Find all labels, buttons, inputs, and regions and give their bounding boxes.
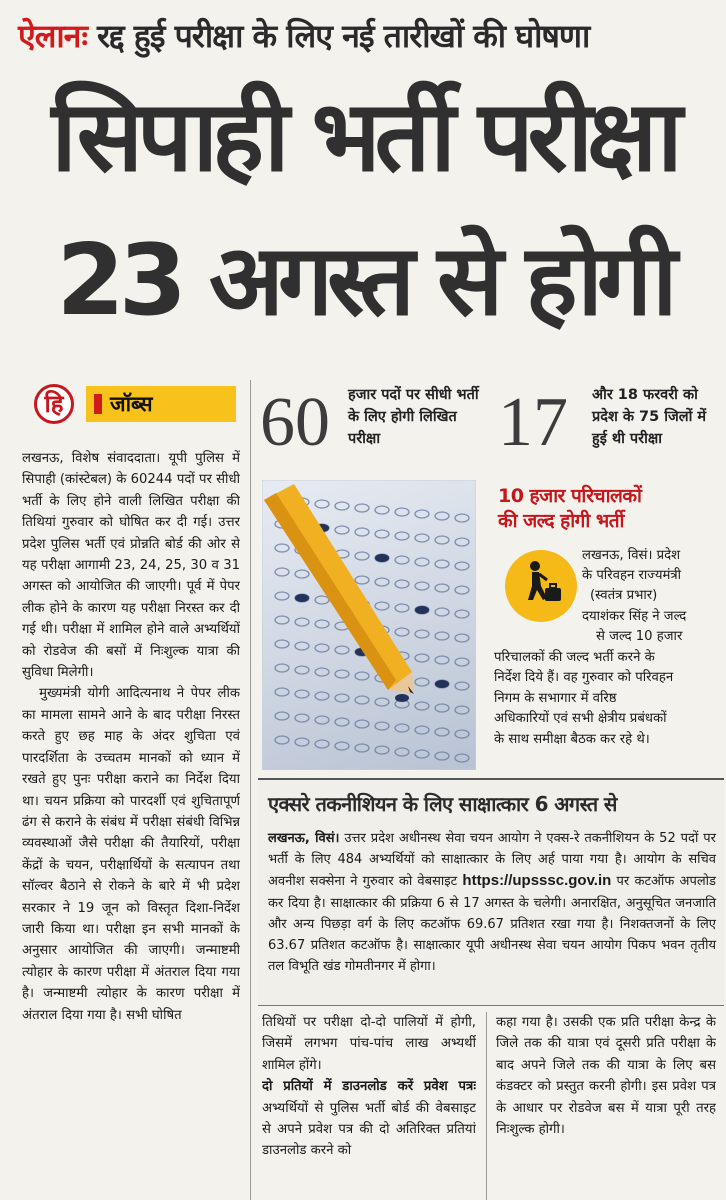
xray-text-2: पर कटऑफ अपलोड कर दिया है। साक्षात्कार की प्रक्रिया 6 से 17 अगस्त के चलेगी। अनारक्षित, अनुसूचित जनजाति और अन्य पिछड़ा वर्ग के लिए कटऑफ 69.67 प्रतिशत रखा गया है। निशक्तजनों के लिए 63.67 प्रतिशत कटऑफ है। साक्षात्कार यूपी अधीनस्थ सेवा चयन आयोग पिकप भवन तृतीय तल विभूति खंड गोमतीनगर में होगा। xyxy=(268,874,716,975)
transport-line: अधिकारियों एवं सभी क्षेत्रीय प्रबंधकों xyxy=(494,711,667,726)
transport-line: निर्देश दिये हैं। वह गुरुवार को परिवहन xyxy=(494,670,674,685)
article-column-1 xyxy=(22,448,240,1200)
kicker-line xyxy=(18,14,718,62)
xray-body xyxy=(268,828,716,977)
section-brand xyxy=(24,380,236,432)
transport-line: परिचालकों की जल्द भर्ती करने के xyxy=(494,650,655,665)
transport-line: लखनऊ, विसं। प्रदेश xyxy=(582,548,681,563)
xray-byline: लखनऊ, विसं। xyxy=(268,831,340,846)
transport-headline-line-2: की जल्द होगी भर्ती xyxy=(498,510,624,532)
article-paragraph: लखनऊ, विशेष संवाददाता। यूपी पुलिस में सिपाही (कांस्टेबल) के 60244 पदों पर सीधी भर्ती के लिए होने वाली लिखित परीक्षा की तिथियां गुरुवार को घोषित कर दी गई। उत्तर प्रदेश पुलिस भर्ती एवं प्रोन्नति बोर्ड की ओर से यह परीक्षा आगामी 23, 24, 25, 30 व 31 अगस्त को आयोजित की जाएगी। पूर्व में पेपर लीक होने के कारण यह परीक्षा निरस्त कर दी गई थी। परीक्षा में शामिल होने वाले अभ्यर्थियों को रोडवेज की बसों में निःशुल्क यात्रा की सुविधा मिलेगी। xyxy=(22,451,240,681)
transport-line: से जल्द 10 हजार xyxy=(596,629,683,644)
transport-line: निगम के सभागार में वरिष्ठ xyxy=(494,691,617,706)
transport-line: के साथ समीक्षा बैठक कर रहे थे। xyxy=(494,732,650,747)
column-divider xyxy=(250,380,251,1200)
stat-60 xyxy=(256,380,486,480)
xray-text-1: उत्तर प्रदेश अधीनस्थ सेवा चयन आयोग ने एक्स-रे तकनीशियन के 52 पदों पर भर्ती के लिए 484 अभ्यर्थियों को साक्षात्कार के लिए अर्ह पाया गया है। आयोग के सचिव अवनीश सक्सेना ने गुरुवार को वेबसाइट xyxy=(268,831,716,890)
xray-headline: एक्सरे तकनीशियन के लिए साक्षात्कार 6 अगस्त से xyxy=(268,792,617,816)
transport-headline-line-1: 10 हजार परिचालकों xyxy=(498,485,642,507)
section-label-bar xyxy=(86,386,236,422)
article-column-3 xyxy=(496,1012,716,1200)
hindustan-logo-icon: हि xyxy=(34,384,74,424)
admit-card-text: अभ्यर्थियों से पुलिस भर्ती बोर्ड की वेबसाइट से अपने प्रवेश पत्र की दो अतिरिक्त प्रतियां डाउनलोड करने को xyxy=(262,1100,476,1159)
transport-line: दयाशंकर सिंह ने जल्द xyxy=(582,609,687,624)
article-paragraph: तिथियों पर परीक्षा दो-दो पालियों में होगी, जिसमें लगभग पांच-पांच लाख अभ्यर्थी शामिल होंगे। xyxy=(262,1015,476,1073)
article-column-2 xyxy=(262,1012,476,1200)
exam-sheet-pencil-photo xyxy=(262,480,476,770)
headline-line-1: सिपाही भर्ती परीक्षा xyxy=(51,80,677,194)
section-label: जॉब्स xyxy=(110,392,153,416)
xray-website-link[interactable]: https://upsssc.gov.in xyxy=(462,872,612,890)
article-paragraph: कहा गया है। उसकी एक प्रति परीक्षा केन्द्र के जिले तक की यात्रा एवं दूसरी प्रति परीक्षा के बाद अपने जिले तक की यात्रा के लिए बस कंडक्टर को प्रस्तुत करनी होगी। इस प्रवेश पत्र के आधार पर रोडवेज बस में यात्रा पूरी तरह निःशुल्क होगी। xyxy=(496,1015,716,1138)
kicker-label: ऐलानः xyxy=(18,17,87,55)
transport-headline xyxy=(498,484,716,534)
stat-text: हजार पदों पर सीधी भर्ती के लिए होगी लिखित परीक्षा xyxy=(348,387,479,447)
transport-line: के परिवहन राज्यमंत्री xyxy=(582,568,682,583)
article-paragraph: मुख्यमंत्री योगी आदित्यनाथ ने पेपर लीक का मामला सामने आने के बाद परीक्षा निरस्त करते हुए छह माह के अंदर शुचिता एवं पारदर्शिता के उच्चतम मानकों को ध्यान में रखते हुए पुनः परीक्षा कराने का निर्देश दिया था। चयन प्रक्रिया को पारदर्शी एवं शुचितापूर्ण ढंग से कराने के संबंध में परीक्षा संबंधी विभिन्न व्यवस्थाओं जैसे परीक्षा की तैयारियों, परीक्षा केंद्रों के चयन, परीक्षार्थियों के सत्यापन तथा सॉल्वर बैठाने से रोकने के बारे में भी प्रदेश सरकार ने 19 जून को विस्तृत दिशा-निर्देश जारी किया था। परीक्षा इन सभी मानकों के अनुसार आयोजित की जाएगी। जन्माष्टमी त्योहार के कारण परीक्षा में अंतराल दिया गया है। जन्माष्टमी त्योहार के कारण परीक्षा में अंतराल दिया गया है। सभी घोषित xyxy=(22,686,240,1023)
stat-number: 17 xyxy=(498,384,568,461)
column-divider xyxy=(486,1012,487,1200)
kicker-text: रद्द हुई परीक्षा के लिए नई तारीखों की घोषणा xyxy=(97,17,590,55)
transport-story xyxy=(486,546,716,776)
xray-technician-box xyxy=(258,778,724,1006)
headline-line-2: 23 अगस्त से होगी xyxy=(56,224,672,338)
stat-number: 60 xyxy=(260,384,330,461)
transport-line: (स्वतंत्र प्रभार) xyxy=(590,588,658,603)
admit-card-subhead: दो प्रतियों में डाउनलोड करें प्रवेश पत्रः xyxy=(262,1079,476,1095)
article-paragraph xyxy=(262,1076,476,1162)
stat-17 xyxy=(492,380,726,480)
stat-text: और 18 फरवरी को प्रदेश के 75 जिलों में हुई थी परीक्षा xyxy=(592,387,707,447)
